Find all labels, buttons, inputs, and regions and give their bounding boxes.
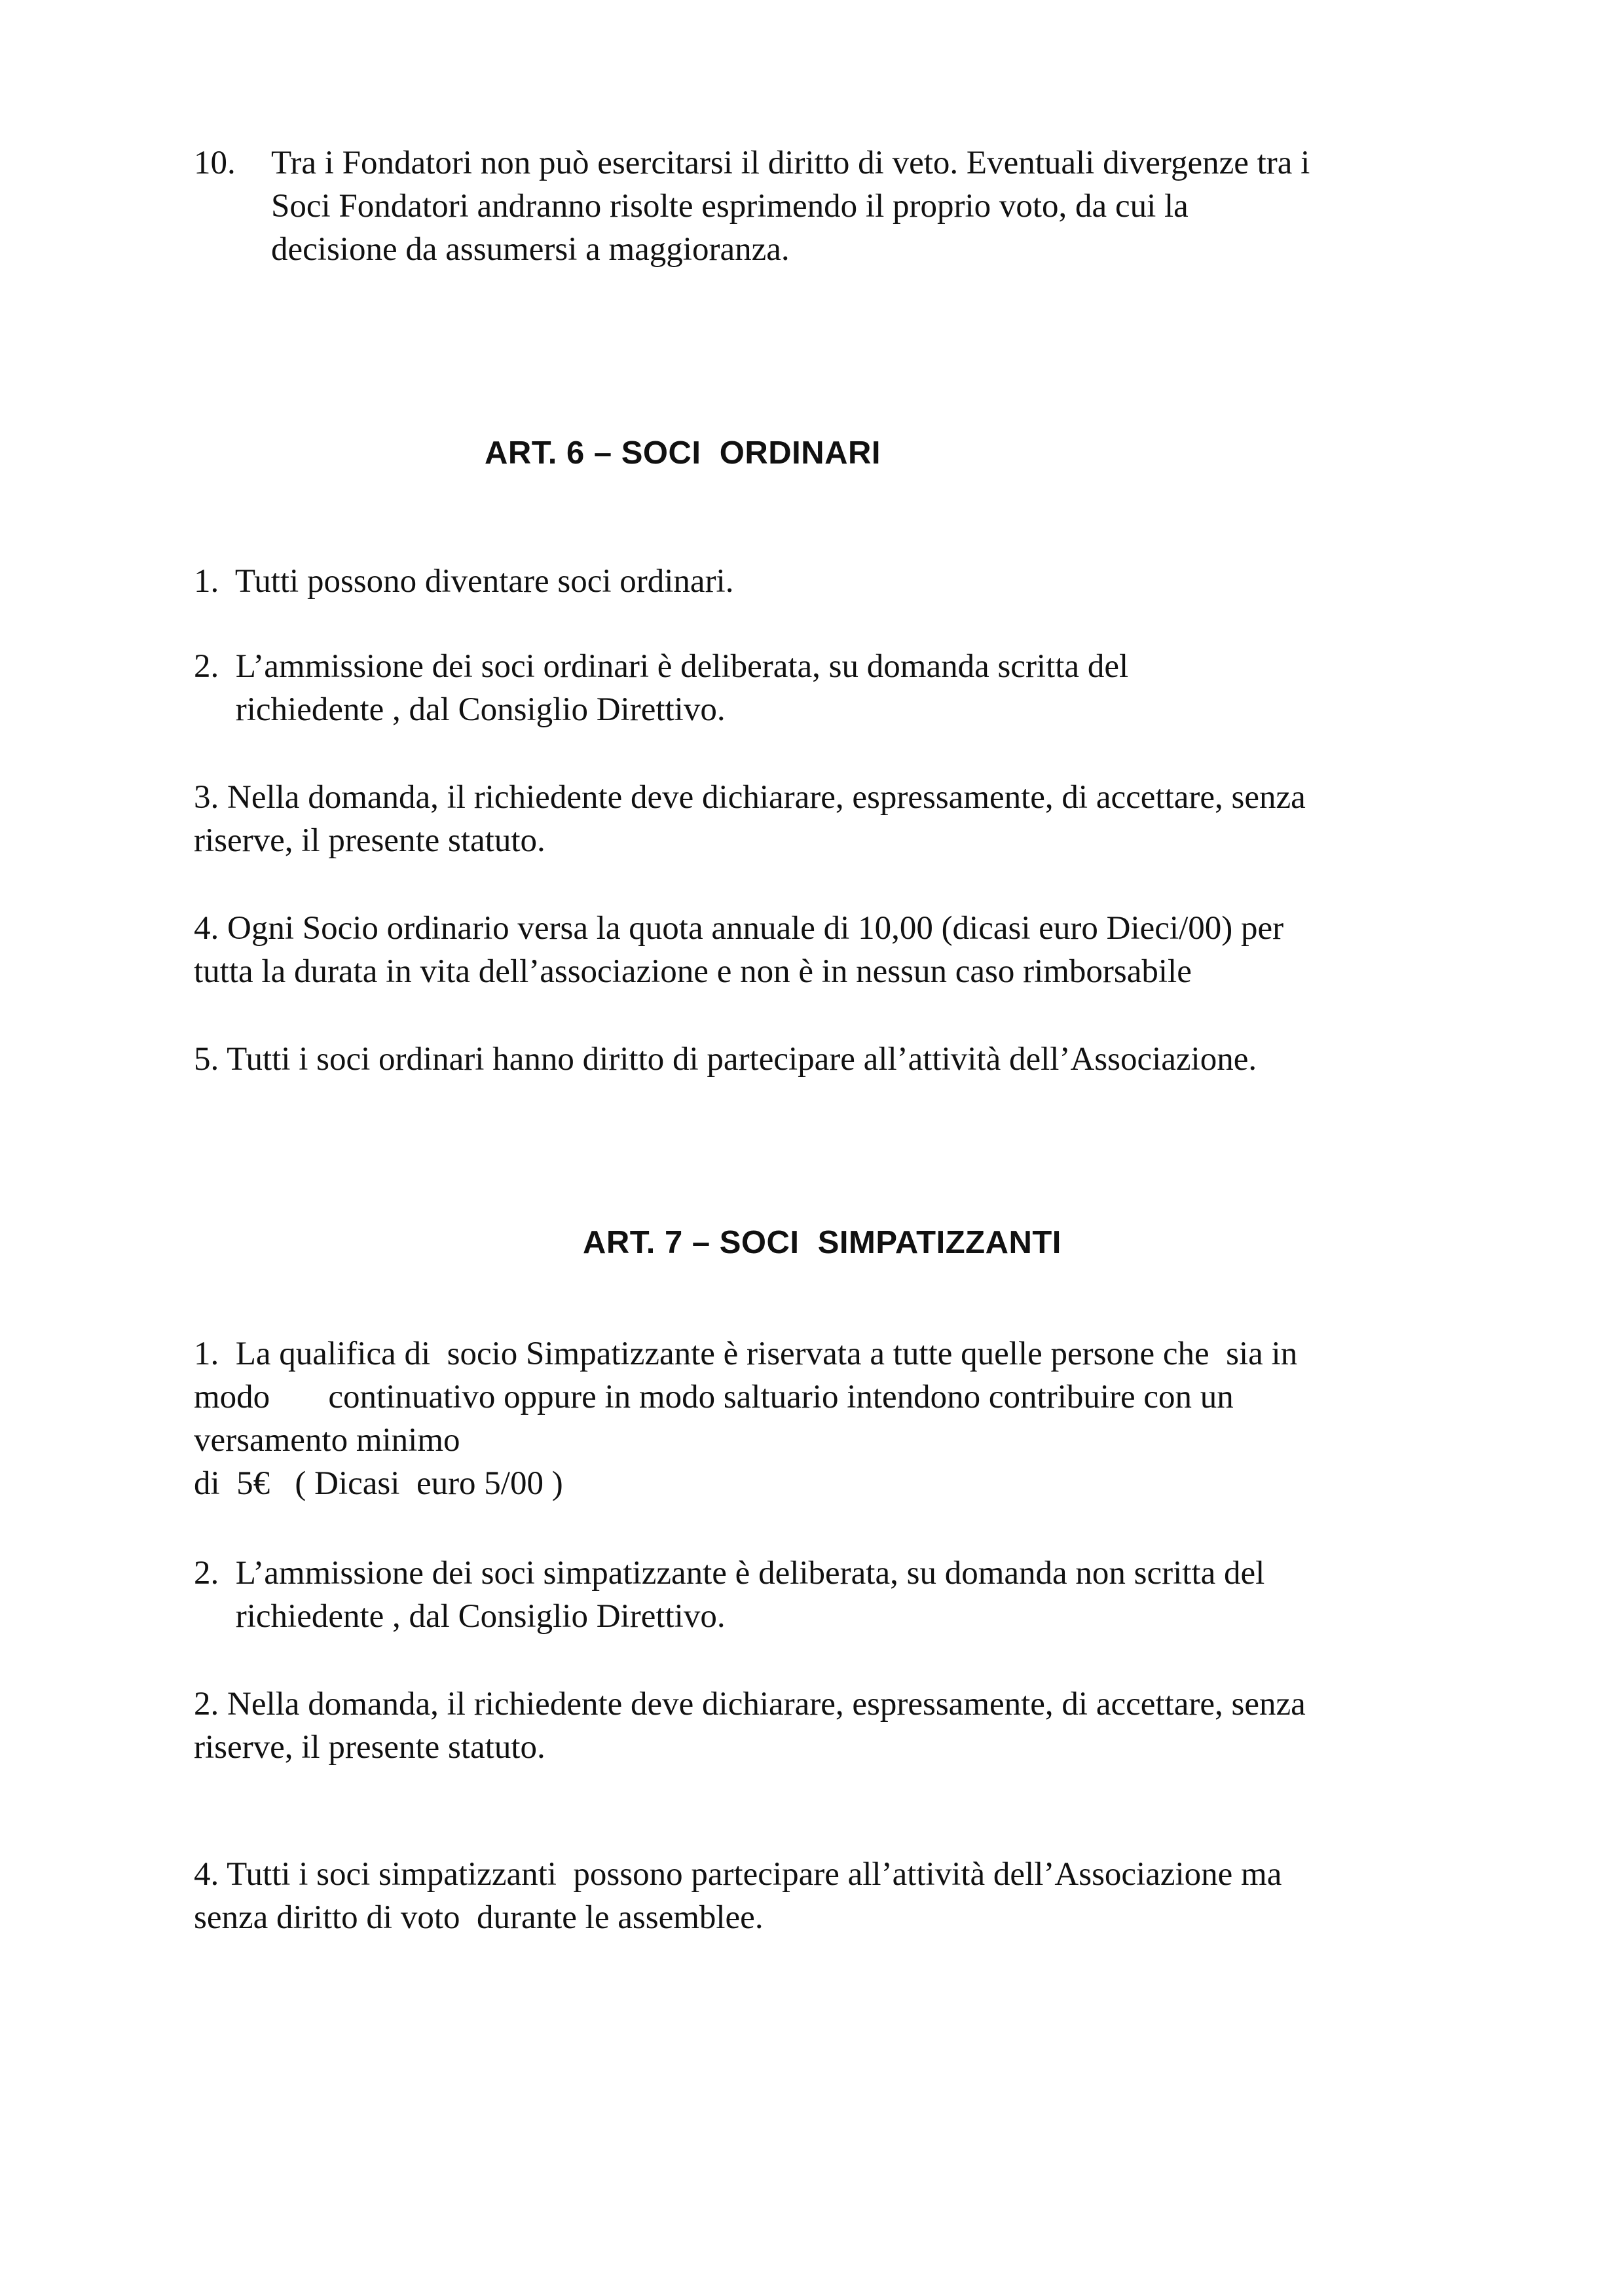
art-7-item-1-line-1: 1. La qualifica di socio Simpatizzante è riservata a tutte quelle persone che sia in [194,1336,1298,1372]
art-6-item-5 [194,1038,1458,1081]
art-7-item-3 [194,1683,1458,1769]
art-6-item-4-line-2: tutta la durata in vita dell’associazione e non è in nessun caso rimborsabile [194,953,1192,990]
art-6-heading: ART. 6 – SOCI ORDINARI [485,435,881,471]
clause-10-line-2: Soci Fondatori andranno risolte esprimendo il proprio voto, da cui la [271,188,1189,225]
art-7-item-2-line-1: 2. L’ammissione dei soci simpatizzante è deliberata, su domanda non scritta del [194,1555,1265,1592]
art-6-item-2-line-1: 2. L’ammissione dei soci ordinari è deliberata, su domanda scritta del [194,648,1129,685]
art-7-item-4-line-1: 4. Tutti i soci simpatizzanti possono partecipare all’attività dell’Associazione ma [194,1856,1282,1893]
art-7-item-2-line-2: richiedente , dal Consiglio Direttivo. [194,1598,726,1635]
clause-10-line-3: decisione da assumersi a maggioranza. [271,231,790,268]
art-6-item-4-line-1: 4. Ogni Socio ordinario versa la quota annuale di 10,00 (dicasi euro Dieci/00) per [194,910,1284,947]
art-6-item-3-line-2: riserve, il presente statuto. [194,822,545,859]
clause-10 [194,141,1458,271]
clause-10-number: 10. [194,145,236,181]
art-7-item-3-line-2: riserve, il presente statuto. [194,1729,545,1766]
art-6-item-5-line-1: 5. Tutti i soci ordinari hanno diritto di partecipare all’attività dell’Associazione. [194,1041,1257,1078]
art-6-item-2 [194,645,1458,731]
art-7-heading: ART. 7 – SOCI SIMPATIZZANTI [583,1225,1061,1260]
art-6-item-1-line-1: 1. Tutti possono diventare soci ordinari. [194,563,734,600]
art-7-item-1 [194,1332,1458,1505]
art-7-item-1-line-3: versamento minimo [194,1422,460,1459]
art-6-item-2-line-2: richiedente , dal Consiglio Direttivo. [194,691,726,728]
art-7-item-1-line-4: di 5€ ( Dicasi euro 5/00 ) [194,1465,563,1502]
art-6-item-3 [194,776,1458,862]
art-7-item-3-line-1: 2. Nella domanda, il richiedente deve dichiarare, espressamente, di accettare, senza [194,1686,1306,1722]
art-6-item-4 [194,907,1458,993]
art-7-item-2 [194,1552,1458,1638]
art-7-item-1-line-2: modo continuativo oppure in modo saltuario intendono contribuire con un [194,1379,1234,1415]
art-7-item-4-line-2: senza diritto di voto durante le assemblee. [194,1899,764,1936]
art-6-item-3-line-1: 3. Nella domanda, il richiedente deve dichiarare, espressamente, di accettare, senza [194,779,1306,816]
art-7-item-4 [194,1853,1458,1939]
art-6-item-1 [194,560,1458,603]
clause-10-line-1: Tra i Fondatori non può esercitarsi il diritto di veto. Eventuali divergenze tra i [271,145,1310,181]
